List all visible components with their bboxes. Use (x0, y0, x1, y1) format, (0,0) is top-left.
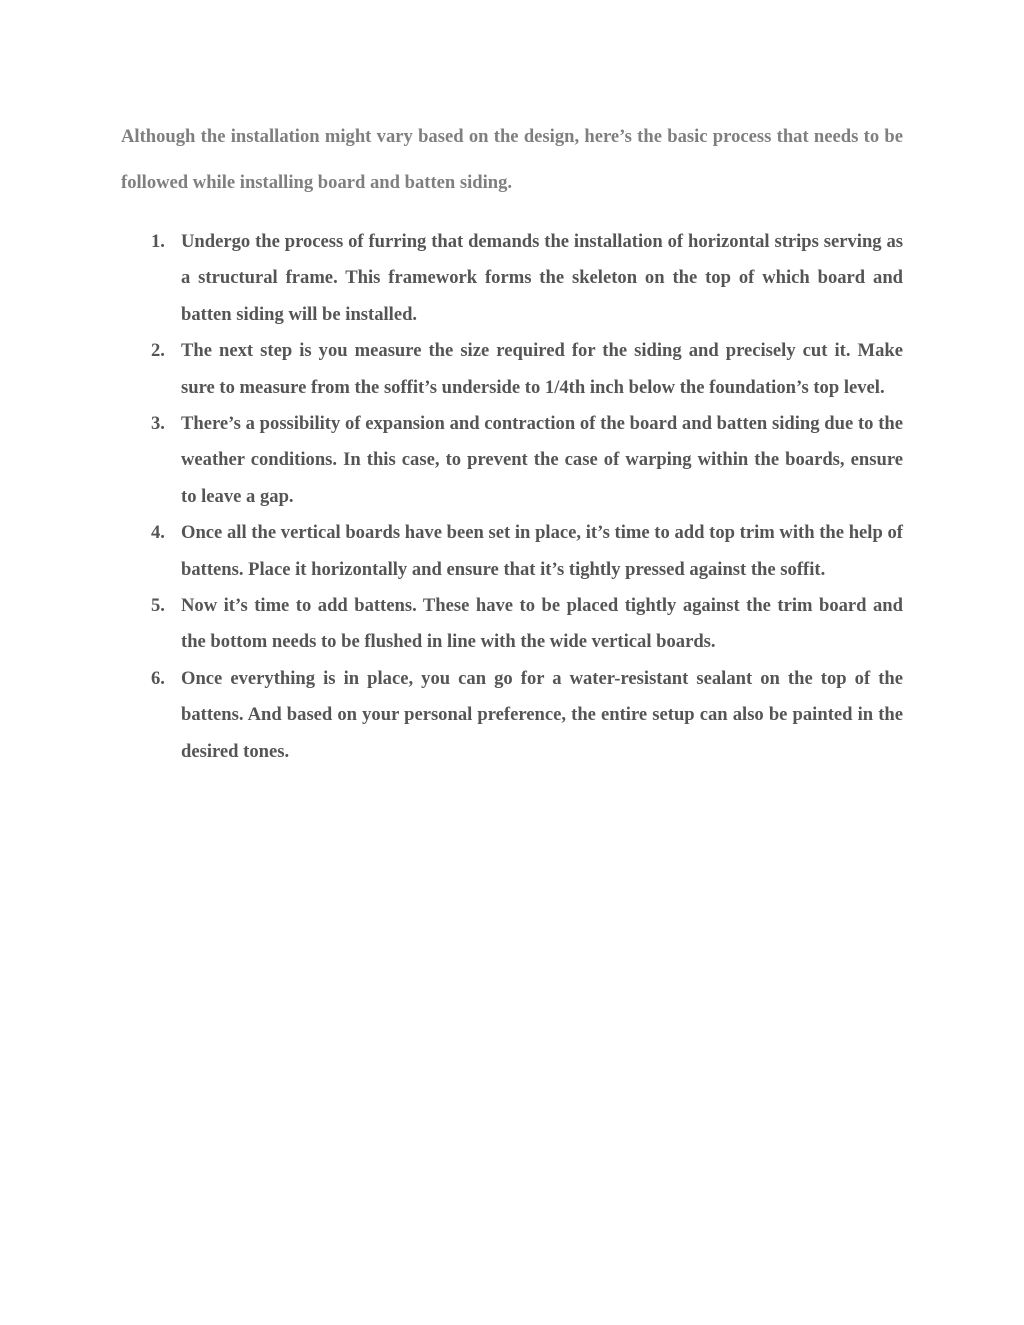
list-item-number: 1. (151, 231, 165, 252)
list-item (151, 333, 903, 406)
installation-steps-list (151, 224, 903, 770)
list-item-text: There’s a possibility of expansion and contraction of the board and batten siding due to the weather conditions. In this case, to prevent the case of warping within the boards, ensure to leave a gap. (181, 413, 903, 507)
list-item (151, 515, 903, 588)
list-item (151, 588, 903, 661)
list-item-number: 2. (151, 340, 165, 362)
list-item-number: 6. (151, 667, 165, 689)
list-item-text: Once everything is in place, you can go for a water-resistant sealant on the top of the battens. And based on your personal preference, the entire setup can also be painted in the desired tones. (181, 667, 903, 762)
list-item-text: Once all the vertical boards have been set in place, it’s time to add top trim with the help of battens. Place it horizontally and ensure that it’s tightly pressed against the soffit. (181, 522, 903, 580)
list-item-text: Undergo the process of furring that demands the installation of horizontal strips serving as a structural frame. This framework forms the skeleton on the top of which board and batten siding will be installed. (181, 231, 903, 325)
list-item-text: Now it’s time to add battens. These have to be placed tightly against the trim board and the bottom needs to be flushed in line with the wide vertical boards. (181, 595, 903, 653)
list-item (151, 224, 903, 333)
intro-paragraph: Although the installation might vary based on the design, here’s the basic process that needs to be followed while installing board and batten siding. (121, 126, 903, 193)
list-item (151, 661, 903, 770)
list-item-text: The next step is you measure the size required for the siding and precisely cut it. Make sure to measure from the soffit’s underside to 1/4th inch below the foundation’s top level. (181, 340, 903, 398)
list-item (151, 406, 903, 515)
list-item-number: 3. (151, 413, 165, 435)
list-item-number: 5. (151, 595, 165, 617)
list-item-number: 4. (151, 522, 165, 544)
